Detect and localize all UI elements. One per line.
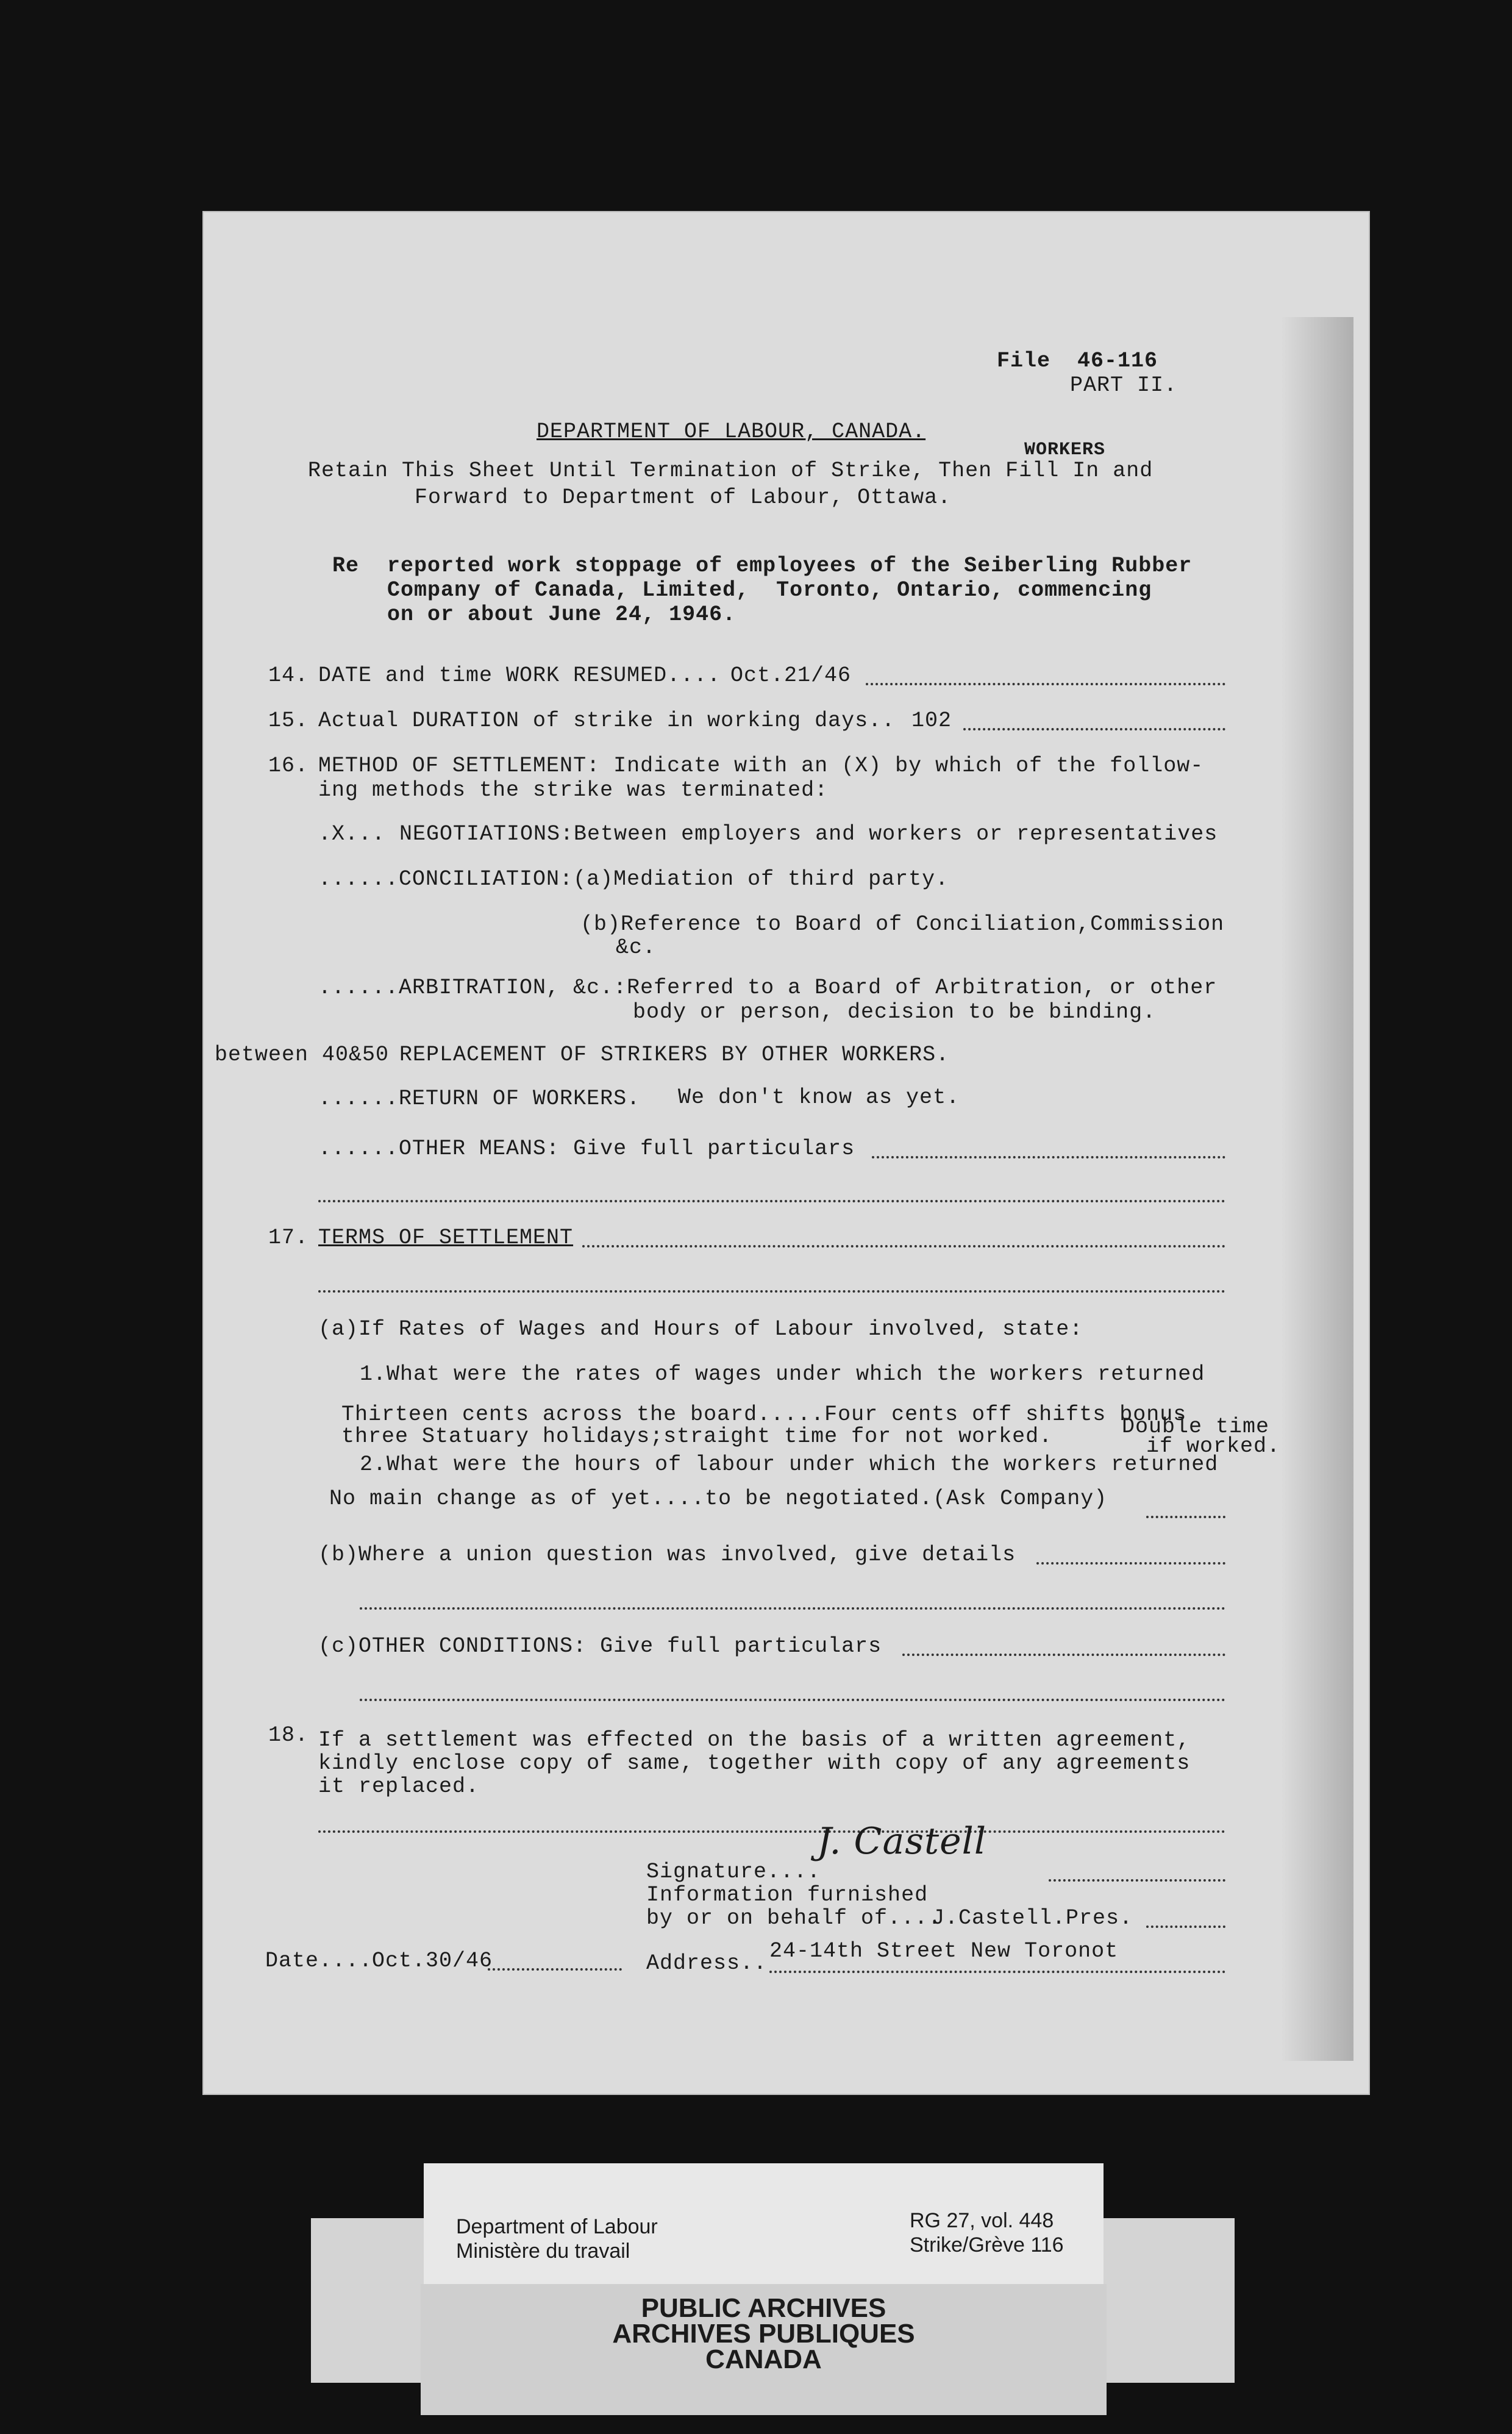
re-line-3: on or about June 24, 1946. [387, 602, 736, 627]
negotiations-mark: .X... [318, 822, 386, 846]
info-furnished-label-1: Information furnished [646, 1883, 929, 1907]
q17-c-dotted-line-2 [360, 1699, 1225, 1701]
signature-handwritten: J. Castell [817, 1820, 987, 1863]
re-line-2: Company of Canada, Limited, Toronto, Ontario, commencing [387, 578, 1152, 602]
q17-a2-dotted-line [1146, 1516, 1225, 1518]
paper-shadow [1280, 317, 1353, 2061]
date-dotted-line [488, 1968, 622, 1971]
q17-a1-answer-1: Thirteen cents across the board.....Four cents off shifts bonus [341, 1402, 1187, 1427]
q15-dotted-line [963, 728, 1225, 730]
q16-line-1: METHOD OF SETTLEMENT: Indicate with an (X) by which of the follow- [318, 754, 1204, 778]
q17-a2-answer: No main change as of yet....to be negotiated.(Ask Company) [329, 1486, 1108, 1511]
q17-b-dotted-line-1 [1036, 1562, 1225, 1565]
q17-a1-answer-side-2: if worked. [1146, 1434, 1281, 1458]
archive-strike-no: Strike/Grève 116 [910, 2233, 1064, 2257]
archive-ref: RG 27, vol. 448 [910, 2209, 1054, 2232]
q18-number: 18. [268, 1723, 309, 1747]
q17-a: (a)If Rates of Wages and Hours of Labour involved, state: [318, 1317, 1083, 1341]
address-dotted-line [769, 1971, 1225, 1973]
re-label: Re [332, 554, 360, 578]
q17-number: 17. [268, 1226, 309, 1250]
q17-c: (c)OTHER CONDITIONS: Give full particulars [318, 1634, 882, 1658]
q15-number: 15. [268, 708, 309, 733]
replacement-option: REPLACEMENT OF STRIKERS BY OTHER WORKERS. [399, 1043, 950, 1067]
negotiations-option: NEGOTIATIONS:Between employers and workers or representatives [399, 822, 1218, 846]
arbitration-line-2: body or person, decision to be binding. [633, 1000, 1157, 1024]
q18-line-2: kindly enclose copy of same, together with copy of any agreements [318, 1751, 1191, 1776]
address-label: Address.. [646, 1951, 768, 1975]
signature-label: Signature.... [646, 1860, 821, 1884]
q14-number: 14. [268, 663, 309, 688]
public-archives-line-3: CANADA [705, 2344, 822, 2374]
q17-a1-answer-2: three Statuary holidays;straight time for not worked. [341, 1424, 1053, 1449]
q17-b: (b)Where a union question was involved, give details [318, 1543, 1016, 1567]
q17-text: TERMS OF SETTLEMENT [318, 1226, 574, 1250]
return-answer: We don't know as yet. [678, 1085, 960, 1110]
date-answer: Oct.30/46 [372, 1949, 493, 1973]
archive-dept-fr: Ministère du travail [456, 2239, 630, 2263]
address-answer: 24-14th Street New Toronot [769, 1939, 1119, 1963]
q16-line-2: ing methods the strike was terminated: [318, 778, 829, 802]
q16-number: 16. [268, 754, 309, 778]
info-furnished-answer: J.Castell.Pres. [932, 1906, 1133, 1930]
q18-line-3: it replaced. [318, 1774, 480, 1799]
q14-dotted-line [866, 683, 1225, 685]
conciliation-option: ......CONCILIATION:(a)Mediation of third party. [318, 867, 949, 891]
conciliation-b-line-2: &c. [616, 935, 657, 960]
info-dotted-line [1146, 1925, 1225, 1928]
q17-a1: 1.What were the rates of wages under which the workers returned [360, 1362, 1205, 1387]
q15-answer: 102 [911, 708, 952, 733]
workers-overtype: WORKERS [1024, 440, 1106, 460]
instruction-line-2: Forward to Department of Labour, Ottawa. [415, 485, 952, 510]
other-means-dotted-line-2 [318, 1200, 1225, 1202]
archive-dept-en: Department of Labour [456, 2215, 658, 2238]
arbitration-line-1: ......ARBITRATION, &c.:Referred to a Board of Arbitration, or other [318, 976, 1218, 1000]
conciliation-b-line-1: (b)Reference to Board of Conciliation,Commission [580, 912, 1225, 937]
info-furnished-label-2: by or on behalf of.... [646, 1906, 942, 1930]
file-number: File 46-116 [997, 349, 1158, 373]
department-title: DEPARTMENT OF LABOUR, CANADA. [537, 419, 926, 444]
other-means-option: ......OTHER MEANS: Give full particulars [318, 1137, 855, 1161]
q17-a2: 2.What were the hours of labour under which the workers returned [360, 1452, 1219, 1477]
replacement-prefix: between 40&50 [215, 1043, 390, 1067]
q17-a1-answer-side-1: Double time [1122, 1415, 1270, 1439]
part-number: PART II. [1070, 373, 1178, 398]
signature-dotted-line [1049, 1879, 1225, 1882]
q17-b-dotted-line-2 [360, 1607, 1225, 1610]
q14-text: DATE and time WORK RESUMED.... [318, 663, 721, 688]
re-line-1: reported work stoppage of employees of the Seiberling Rubber [387, 554, 1193, 578]
return-option: ......RETURN OF WORKERS. [318, 1087, 641, 1111]
public-archives-line-2: ARCHIVES PUBLIQUES [612, 2319, 915, 2349]
q18-dotted-line [318, 1830, 1225, 1833]
q17-dotted-line-2 [318, 1290, 1225, 1293]
date-label: Date.... [265, 1949, 373, 1973]
other-means-dotted-line-1 [872, 1156, 1225, 1158]
q15-text: Actual DURATION of strike in working days.. [318, 708, 896, 733]
q17-c-dotted-line-1 [902, 1654, 1225, 1656]
q18-line-1: If a settlement was effected on the basis of a written agreement, [318, 1728, 1191, 1752]
public-archives-line-1: PUBLIC ARCHIVES [641, 2293, 886, 2323]
instruction-line-1: Retain This Sheet Until Termination of Strike, Then Fill In and [308, 459, 1154, 483]
q17-dotted-line-1 [582, 1245, 1225, 1247]
q14-answer: Oct.21/46 [730, 663, 852, 688]
